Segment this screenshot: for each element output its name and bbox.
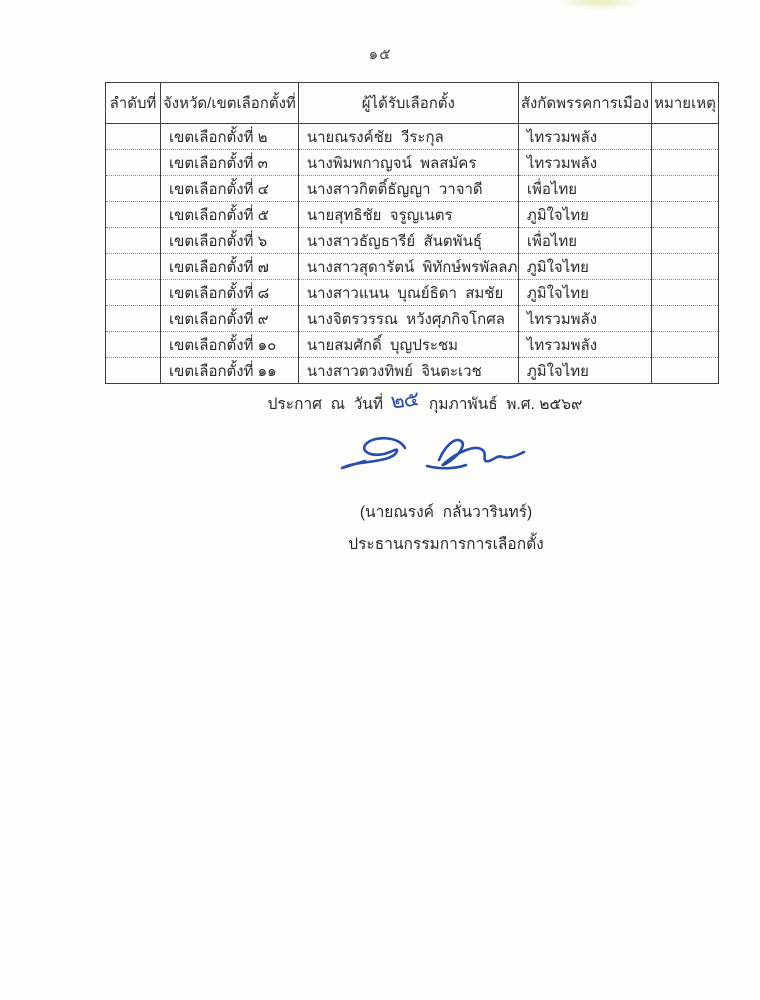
cell-district: เขตเลือกตั้งที่ ๑๐ bbox=[161, 332, 299, 358]
cell-party: ภูมิใจไทย bbox=[518, 358, 651, 384]
cell-party: ภูมิใจไทย bbox=[518, 202, 651, 228]
header-note: หมายเหตุ bbox=[652, 83, 719, 124]
cell-note bbox=[652, 358, 719, 384]
cell-winner: นางสาวสุดารัตน์ พิทักษ์พรพัลลภ bbox=[298, 254, 518, 280]
cell-district: เขตเลือกตั้งที่ ๙ bbox=[161, 306, 299, 332]
announce-prefix: ประกาศ ณ วันที่ bbox=[267, 396, 384, 413]
scan-artifact bbox=[556, 0, 642, 8]
cell-winner: นางพิมพกาญจน์ พลสมัคร bbox=[298, 150, 518, 176]
table-row bbox=[106, 306, 719, 332]
cell-party: ไทรวมพลัง bbox=[518, 124, 651, 150]
table-row bbox=[106, 176, 719, 202]
cell-order bbox=[106, 358, 161, 384]
cell-order bbox=[106, 306, 161, 332]
cell-order bbox=[106, 202, 161, 228]
header-party: สังกัดพรรคการเมือง bbox=[518, 83, 651, 124]
header-order: ลำดับที่ bbox=[106, 83, 161, 124]
cell-district: เขตเลือกตั้งที่ ๘ bbox=[161, 280, 299, 306]
table-row bbox=[106, 124, 719, 150]
cell-winner: นางจิตรวรรณ หวังศุภกิจโกศล bbox=[298, 306, 518, 332]
cell-winner: นายสมศักดิ์ บุญประชม bbox=[298, 332, 518, 358]
handwritten-day: ๒๕ bbox=[389, 387, 420, 414]
cell-note bbox=[652, 280, 719, 306]
cell-winner: นางสาวแนน บุณย์ธิดา สมชัย bbox=[298, 280, 518, 306]
cell-district: เขตเลือกตั้งที่ ๒ bbox=[161, 124, 299, 150]
cell-note bbox=[652, 150, 719, 176]
cell-party: ภูมิใจไทย bbox=[518, 254, 651, 280]
cell-note bbox=[652, 124, 719, 150]
cell-winner: นางสาวตวงทิพย์ จินตะเวช bbox=[298, 358, 518, 384]
cell-party: ภูมิใจไทย bbox=[518, 280, 651, 306]
cell-party: เพื่อไทย bbox=[518, 176, 651, 202]
cell-district: เขตเลือกตั้งที่ ๕ bbox=[161, 202, 299, 228]
cell-order bbox=[106, 124, 161, 150]
page-number: ๑๕ bbox=[368, 46, 392, 63]
cell-party: ไทรวมพลัง bbox=[518, 306, 651, 332]
cell-order bbox=[106, 332, 161, 358]
table-row bbox=[106, 332, 719, 358]
table-row bbox=[106, 280, 719, 306]
signer-name: (นายณรงค์ กลั่นวารินทร์) bbox=[359, 504, 533, 521]
header-district: จังหวัด/เขตเลือกตั้งที่ bbox=[161, 83, 299, 124]
cell-note bbox=[652, 306, 719, 332]
cell-note bbox=[652, 254, 719, 280]
cell-district: เขตเลือกตั้งที่ ๓ bbox=[161, 150, 299, 176]
cell-winner: นางสาวกิตติ์ธัญญา วาจาดี bbox=[298, 176, 518, 202]
cell-winner: นางสาวธัญธารีย์ สันตพันธุ์ bbox=[298, 228, 518, 254]
cell-district: เขตเลือกตั้งที่ ๖ bbox=[161, 228, 299, 254]
header-winner: ผู้ได้รับเลือกตั้ง bbox=[298, 83, 518, 124]
cell-party: ไทรวมพลัง bbox=[518, 150, 651, 176]
table-row bbox=[106, 228, 719, 254]
cell-note bbox=[652, 332, 719, 358]
cell-order bbox=[106, 176, 161, 202]
table-row bbox=[106, 254, 719, 280]
announcement-date-line bbox=[225, 387, 625, 416]
cell-note bbox=[652, 176, 719, 202]
cell-winner: นายสุทธิชัย จรูญเนตร bbox=[298, 202, 518, 228]
cell-district: เขตเลือกตั้งที่ ๗ bbox=[161, 254, 299, 280]
cell-district: เขตเลือกตั้งที่ ๔ bbox=[161, 176, 299, 202]
cell-winner: นายณรงค์ชัย วีระกุล bbox=[298, 124, 518, 150]
announce-suffix: กุมภาพันธ์ พ.ศ. ๒๕๖๙ bbox=[428, 396, 583, 413]
cell-party: ไทรวมพลัง bbox=[518, 332, 651, 358]
table-body bbox=[106, 124, 719, 384]
table-row bbox=[106, 358, 719, 384]
election-results-table bbox=[105, 82, 719, 384]
cell-order bbox=[106, 228, 161, 254]
cell-note bbox=[652, 228, 719, 254]
table-header bbox=[106, 83, 719, 124]
signature-block bbox=[296, 430, 596, 556]
cell-district: เขตเลือกตั้งที่ ๑๑ bbox=[161, 358, 299, 384]
table-row bbox=[106, 150, 719, 176]
cell-order bbox=[106, 280, 161, 306]
signature-ink bbox=[339, 430, 554, 485]
cell-order bbox=[106, 150, 161, 176]
cell-order bbox=[106, 254, 161, 280]
cell-note bbox=[652, 202, 719, 228]
cell-party: เพื่อไทย bbox=[518, 228, 651, 254]
table-row bbox=[106, 202, 719, 228]
signer-title: ประธานกรรมการการเลือกตั้ง bbox=[348, 536, 544, 553]
